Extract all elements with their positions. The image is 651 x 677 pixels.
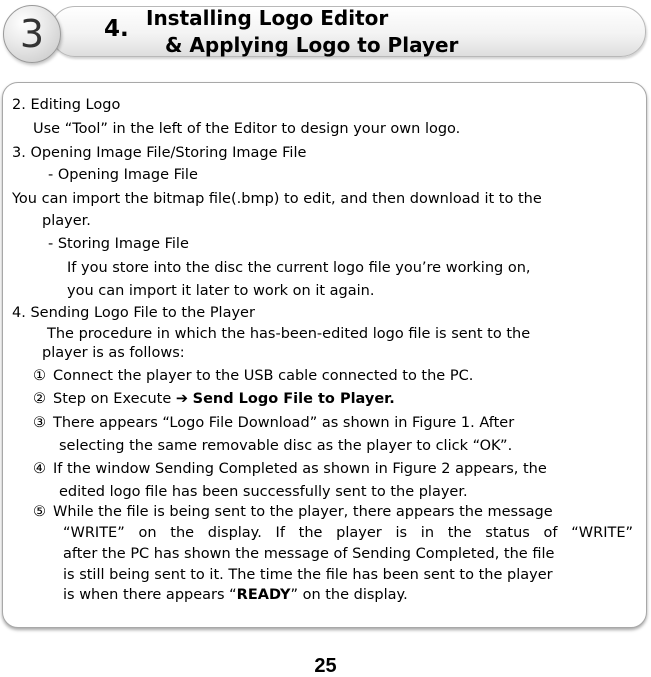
step-marker: ⑤ bbox=[33, 504, 46, 520]
step-text: is when there appears “ bbox=[63, 587, 237, 603]
chapter-badge bbox=[3, 5, 61, 63]
storing-text-line-2: you can import it later to work on it again. bbox=[67, 283, 375, 299]
step-5-line-4: is still being sent to it. The time the file has been sent to the player bbox=[63, 567, 553, 583]
step-text: There appears “Logo File Download” as shown in Figure 1. After bbox=[53, 415, 515, 431]
step-4-line-2: edited logo file has been successfully sent to the player. bbox=[59, 484, 468, 500]
step-1 bbox=[33, 369, 473, 384]
step-text: While the file is being sent to the player, there appears the message bbox=[53, 504, 553, 520]
sending-heading: 4. Sending Logo File to the Player bbox=[12, 305, 255, 321]
step-marker: ① bbox=[33, 368, 46, 384]
step-3-line-2: selecting the same removable disc as the player to click “OK”. bbox=[59, 438, 513, 454]
sending-intro-line-1: The procedure in which the has-been-edited logo file is sent to the bbox=[47, 326, 531, 342]
opening-text-line-2: player. bbox=[42, 213, 91, 229]
step-3 bbox=[33, 416, 514, 431]
step-5-line-5 bbox=[63, 588, 408, 603]
chapter-number: 3 bbox=[19, 12, 45, 56]
opening-text-line-1: You can import the bitmap file(.bmp) to edit, and then download it to the bbox=[12, 191, 542, 207]
step-bold-text: Send Logo File to Player. bbox=[192, 391, 395, 407]
section-number: 4. bbox=[104, 16, 129, 42]
editing-logo-heading: 2. Editing Logo bbox=[12, 97, 121, 113]
step-text: Step on Execute bbox=[53, 391, 176, 407]
editing-logo-text: Use “Tool” in the left of the Editor to design your own logo. bbox=[33, 121, 461, 137]
section-title-line-2: & Applying Logo to Player bbox=[165, 33, 459, 57]
ready-text: READY bbox=[236, 587, 291, 603]
opening-heading: 3. Opening Image File/Storing Image File bbox=[12, 145, 307, 161]
step-5-line-2: “WRITE” on the display. If the player is in the status of “WRITE” bbox=[63, 525, 633, 541]
opening-subheading: - Opening Image File bbox=[48, 167, 198, 183]
step-text: If the window Sending Completed as shown in Figure 2 appears, the bbox=[53, 461, 547, 477]
step-text: ” on the display. bbox=[290, 587, 408, 603]
page-number: 25 bbox=[314, 655, 337, 677]
section-title-line-1: Installing Logo Editor bbox=[146, 6, 389, 30]
storing-subheading: - Storing Image File bbox=[48, 236, 189, 252]
sending-intro-line-2: player is as follows: bbox=[42, 345, 185, 361]
step-marker: ② bbox=[33, 391, 46, 407]
step-4 bbox=[33, 462, 547, 477]
step-text: Connect the player to the USB cable connected to the PC. bbox=[53, 368, 474, 384]
storing-text-line-1: If you store into the disc the current logo file you’re working on, bbox=[67, 260, 531, 276]
step-5 bbox=[33, 505, 553, 520]
step-marker: ④ bbox=[33, 461, 46, 477]
step-2 bbox=[33, 392, 395, 407]
step-5-line-3: after the PC has shown the message of Sending Completed, the file bbox=[63, 546, 555, 562]
step-marker: ③ bbox=[33, 415, 46, 431]
arrow-icon: ➔ bbox=[175, 391, 189, 407]
